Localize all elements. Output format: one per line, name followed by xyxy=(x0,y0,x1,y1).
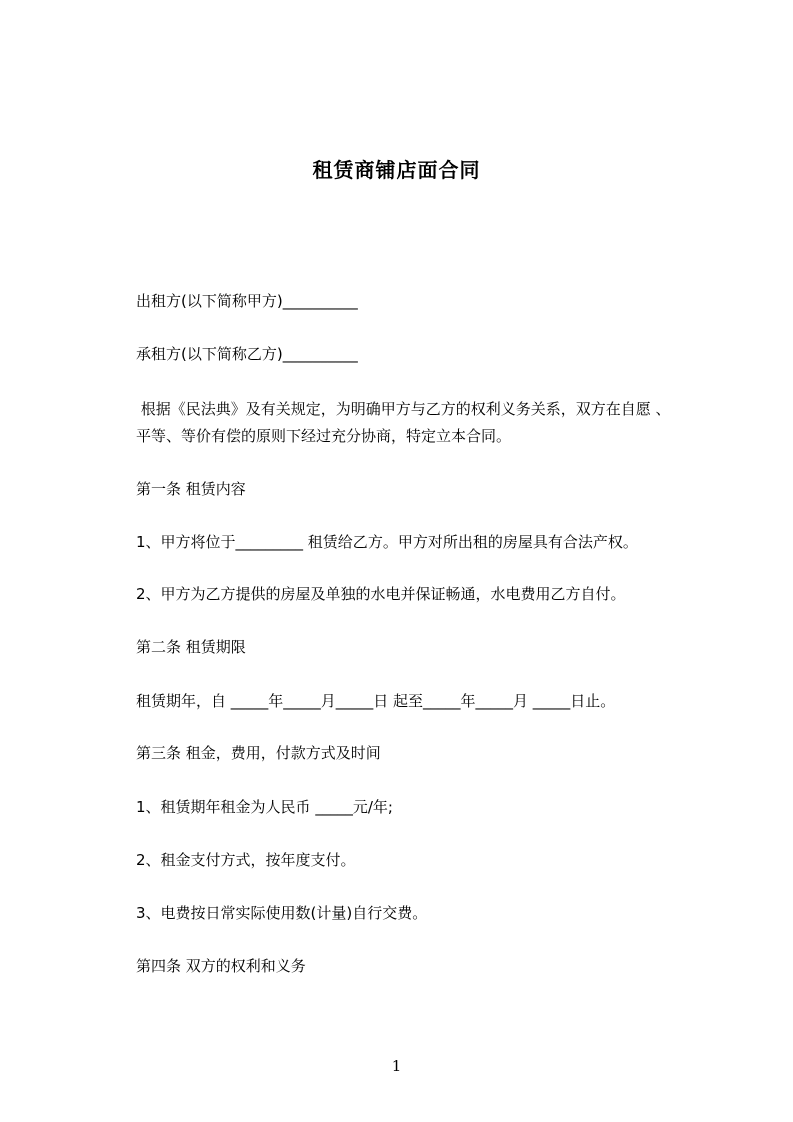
article-1-clause-1: 1、甲方将位于_________ 租赁给乙方。甲方对所出租的房屋具有合法产权。 xyxy=(136,533,638,551)
page-number: 1 xyxy=(391,1057,402,1075)
lessee-line: 承租方(以下简称乙方)__________ xyxy=(136,345,358,363)
article-3-clause-3: 3、电费按日常实际使用数(计量)自行交费。 xyxy=(136,904,428,922)
page-title: 租赁商铺店面合同 xyxy=(312,158,481,183)
article-4-heading: 第四条 双方的权利和义务 xyxy=(136,957,306,975)
article-3-clause-1: 1、租赁期年租金为人民币 _____元/年; xyxy=(136,798,393,816)
article-1-clause-2: 2、甲方为乙方提供的房屋及单独的水电并保证畅通，水电费用乙方自付。 xyxy=(136,585,626,603)
article-3-clause-2: 2、租金支付方式，按年度支付。 xyxy=(136,851,356,869)
preamble-line-2: 平等、等价有偿的原则下经过充分协商，特定立本合同。 xyxy=(136,427,512,445)
article-3-heading: 第三条 租金，费用，付款方式及时间 xyxy=(136,744,381,762)
lease-term-line: 租赁期年，自 _____年_____月_____日 起至_____年_____月 _____日止。 xyxy=(136,692,616,710)
article-1-heading: 第一条 租赁内容 xyxy=(136,480,246,498)
article-2-heading: 第二条 租赁期限 xyxy=(136,638,246,656)
preamble-line-1: 根据《民法典》及有关规定，为明确甲方与乙方的权利义务关系，双方在自愿 、 xyxy=(136,400,671,418)
lessor-line: 出租方(以下简称甲方)__________ xyxy=(136,292,358,310)
